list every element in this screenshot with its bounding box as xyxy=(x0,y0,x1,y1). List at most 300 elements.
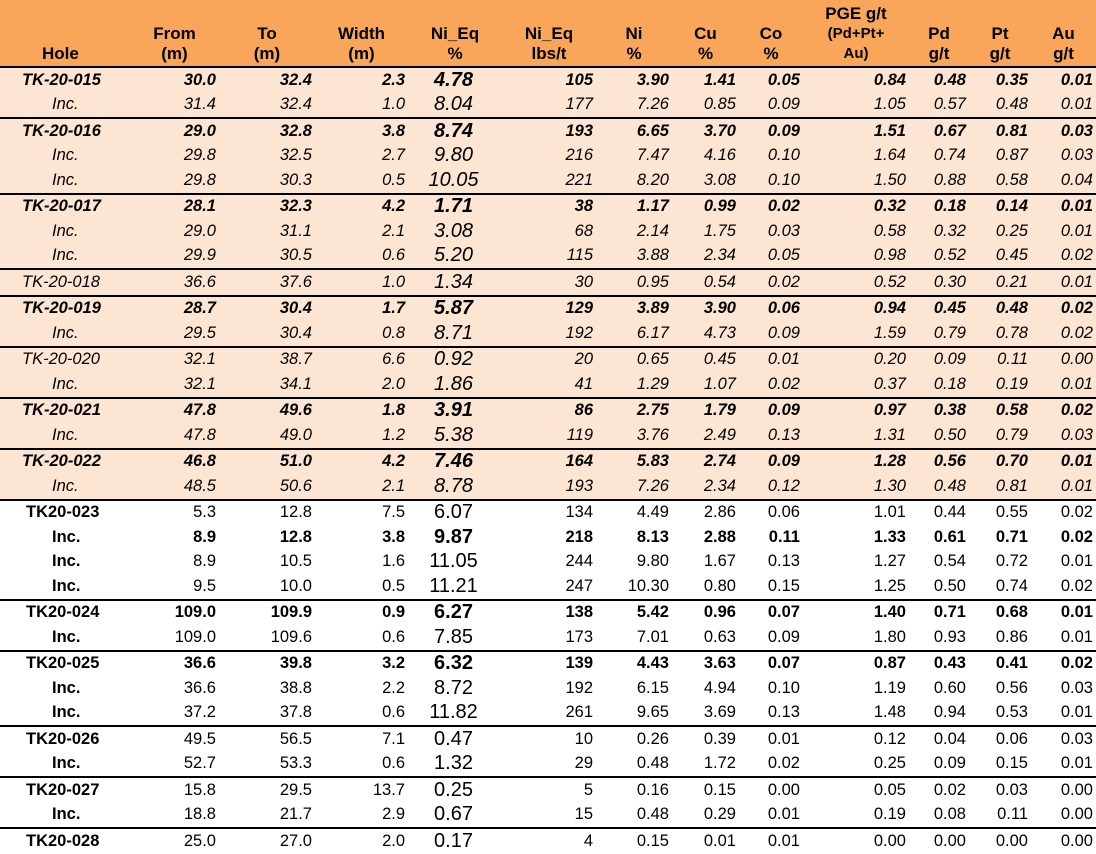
cell-ni-eq-pct: 7.85 xyxy=(408,625,502,651)
column-header-ni-eq-pct-line2: % xyxy=(447,44,463,63)
cell-au: 0.03 xyxy=(1031,676,1096,701)
cell-hole: TK-20-017 xyxy=(0,194,130,220)
cell-pd: 0.43 xyxy=(909,651,969,677)
cell-pt: 0.70 xyxy=(969,449,1031,475)
column-header-ni-eq-lbs-line2: lbs/t xyxy=(531,44,567,63)
cell-to: 30.3 xyxy=(219,168,315,194)
cell-pt: 0.68 xyxy=(969,600,1031,626)
column-header-pt-line2: g/t xyxy=(989,44,1011,63)
cell-cu: 0.01 xyxy=(672,828,739,854)
cell-hole: TK-20-015 xyxy=(0,67,130,93)
cell-from: 28.1 xyxy=(130,194,219,220)
cell-to: 39.8 xyxy=(219,651,315,677)
cell-pt: 0.00 xyxy=(969,828,1031,854)
cell-pge: 1.50 xyxy=(803,168,909,194)
cell-width: 2.9 xyxy=(315,803,408,829)
cell-to: 29.5 xyxy=(219,777,315,803)
table-row xyxy=(0,93,1096,119)
cell-pge: 0.20 xyxy=(803,347,909,373)
cell-pge: 1.48 xyxy=(803,701,909,727)
cell-ni: 0.48 xyxy=(596,752,672,778)
cell-to: 12.8 xyxy=(219,525,315,550)
cell-pt: 0.48 xyxy=(969,93,1031,119)
cell-pt: 0.41 xyxy=(969,651,1031,677)
column-header-from-line2: (m) xyxy=(161,44,188,63)
cell-ni-eq-lbs: 5 xyxy=(502,777,596,803)
column-header-au-line1: Au xyxy=(1052,24,1075,43)
cell-hole: TK20-028 xyxy=(0,828,130,854)
cell-co: 0.01 xyxy=(739,347,803,373)
cell-width: 4.2 xyxy=(315,194,408,220)
cell-width: 1.0 xyxy=(315,269,408,296)
cell-co: 0.13 xyxy=(739,701,803,727)
cell-au: 0.03 xyxy=(1031,118,1096,144)
cell-ni-eq-pct: 0.47 xyxy=(408,726,502,752)
cell-from: 46.8 xyxy=(130,449,219,475)
cell-ni: 6.65 xyxy=(596,118,672,144)
table-row xyxy=(0,777,1096,803)
table-row xyxy=(0,625,1096,651)
cell-pge: 1.80 xyxy=(803,625,909,651)
cell-from: 37.2 xyxy=(130,701,219,727)
cell-pt: 0.11 xyxy=(969,347,1031,373)
table-row xyxy=(0,600,1096,626)
table-row xyxy=(0,118,1096,144)
cell-pd: 0.45 xyxy=(909,296,969,322)
table-row xyxy=(0,372,1096,398)
cell-width: 13.7 xyxy=(315,777,408,803)
cell-au: 0.00 xyxy=(1031,828,1096,854)
cell-au: 0.02 xyxy=(1031,500,1096,526)
cell-cu: 3.08 xyxy=(672,168,739,194)
cell-au: 0.01 xyxy=(1031,194,1096,220)
cell-ni: 0.15 xyxy=(596,828,672,854)
cell-au: 0.01 xyxy=(1031,550,1096,575)
cell-au: 0.01 xyxy=(1031,93,1096,119)
cell-au: 0.03 xyxy=(1031,423,1096,449)
cell-hole: TK20-023 xyxy=(0,500,130,526)
cell-pge: 1.59 xyxy=(803,321,909,347)
cell-au: 0.02 xyxy=(1031,651,1096,677)
cell-cu: 4.73 xyxy=(672,321,739,347)
cell-pd: 0.93 xyxy=(909,625,969,651)
cell-pt: 0.58 xyxy=(969,398,1031,424)
cell-co: 0.12 xyxy=(739,474,803,500)
cell-to: 32.5 xyxy=(219,144,315,169)
cell-ni-eq-pct: 1.86 xyxy=(408,372,502,398)
cell-hole: Inc. xyxy=(0,525,130,550)
cell-au: 0.01 xyxy=(1031,269,1096,296)
cell-to: 31.1 xyxy=(219,219,315,244)
cell-from: 52.7 xyxy=(130,752,219,778)
cell-to: 10.0 xyxy=(219,574,315,600)
table-row xyxy=(0,347,1096,373)
cell-pge: 0.58 xyxy=(803,219,909,244)
cell-hole: Inc. xyxy=(0,219,130,244)
table-body xyxy=(0,67,1096,854)
cell-pd: 0.48 xyxy=(909,67,969,93)
cell-ni: 0.95 xyxy=(596,269,672,296)
cell-au: 0.00 xyxy=(1031,777,1096,803)
column-header-ni-eq-lbs-line1: Ni_Eq xyxy=(524,24,574,43)
table-row xyxy=(0,423,1096,449)
cell-pt: 0.81 xyxy=(969,118,1031,144)
cell-au: 0.01 xyxy=(1031,752,1096,778)
cell-cu: 1.67 xyxy=(672,550,739,575)
cell-from: 9.5 xyxy=(130,574,219,600)
cell-ni-eq-lbs: 41 xyxy=(502,372,596,398)
cell-pge: 0.19 xyxy=(803,803,909,829)
cell-width: 2.3 xyxy=(315,67,408,93)
cell-ni: 9.80 xyxy=(596,550,672,575)
cell-to: 32.8 xyxy=(219,118,315,144)
cell-cu: 3.63 xyxy=(672,651,739,677)
cell-pd: 0.02 xyxy=(909,777,969,803)
cell-from: 36.6 xyxy=(130,651,219,677)
cell-co: 0.05 xyxy=(739,67,803,93)
cell-from: 36.6 xyxy=(130,676,219,701)
column-header-to xyxy=(219,0,315,67)
cell-from: 109.0 xyxy=(130,600,219,626)
cell-pge: 1.05 xyxy=(803,93,909,119)
cell-ni-eq-lbs: 192 xyxy=(502,676,596,701)
cell-pge: 0.25 xyxy=(803,752,909,778)
cell-co: 0.10 xyxy=(739,168,803,194)
table-row xyxy=(0,550,1096,575)
cell-pge: 0.37 xyxy=(803,372,909,398)
cell-ni-eq-pct: 3.91 xyxy=(408,398,502,424)
column-header-pge-line3: Au) xyxy=(843,45,869,62)
cell-to: 38.7 xyxy=(219,347,315,373)
cell-pd: 0.00 xyxy=(909,828,969,854)
column-header-ni-line1: Ni xyxy=(625,24,643,43)
cell-width: 1.8 xyxy=(315,398,408,424)
cell-ni-eq-pct: 1.32 xyxy=(408,752,502,778)
cell-ni: 3.89 xyxy=(596,296,672,322)
cell-cu: 2.34 xyxy=(672,244,739,270)
cell-pt: 0.21 xyxy=(969,269,1031,296)
cell-to: 49.6 xyxy=(219,398,315,424)
cell-ni-eq-lbs: 30 xyxy=(502,269,596,296)
cell-pge: 0.87 xyxy=(803,651,909,677)
cell-cu: 2.88 xyxy=(672,525,739,550)
cell-to: 32.3 xyxy=(219,194,315,220)
column-header-hole-line2: Hole xyxy=(42,44,79,63)
cell-pt: 0.71 xyxy=(969,525,1031,550)
cell-pt: 0.55 xyxy=(969,500,1031,526)
cell-ni: 8.13 xyxy=(596,525,672,550)
table-row xyxy=(0,500,1096,526)
cell-to: 12.8 xyxy=(219,500,315,526)
cell-from: 48.5 xyxy=(130,474,219,500)
cell-pt: 0.74 xyxy=(969,574,1031,600)
cell-ni: 6.15 xyxy=(596,676,672,701)
cell-from: 8.9 xyxy=(130,525,219,550)
cell-ni-eq-pct: 8.72 xyxy=(408,676,502,701)
cell-hole: Inc. xyxy=(0,574,130,600)
cell-ni: 0.65 xyxy=(596,347,672,373)
column-header-au-line2: g/t xyxy=(1053,44,1074,63)
table-row xyxy=(0,321,1096,347)
table-row xyxy=(0,474,1096,500)
cell-ni-eq-pct: 9.87 xyxy=(408,525,502,550)
cell-from: 109.0 xyxy=(130,625,219,651)
cell-pd: 0.60 xyxy=(909,676,969,701)
cell-cu: 0.45 xyxy=(672,347,739,373)
column-header-from-line1: From xyxy=(153,24,196,43)
cell-width: 0.5 xyxy=(315,168,408,194)
cell-ni-eq-lbs: 68 xyxy=(502,219,596,244)
cell-to: 37.6 xyxy=(219,269,315,296)
cell-to: 34.1 xyxy=(219,372,315,398)
cell-ni-eq-pct: 7.46 xyxy=(408,449,502,475)
cell-hole: Inc. xyxy=(0,144,130,169)
cell-cu: 0.29 xyxy=(672,803,739,829)
cell-au: 0.02 xyxy=(1031,296,1096,322)
cell-co: 0.02 xyxy=(739,752,803,778)
table-row xyxy=(0,296,1096,322)
cell-ni-eq-lbs: 86 xyxy=(502,398,596,424)
cell-to: 50.6 xyxy=(219,474,315,500)
cell-hole: TK-20-020 xyxy=(0,347,130,373)
cell-pd: 0.56 xyxy=(909,449,969,475)
cell-to: 30.4 xyxy=(219,296,315,322)
column-header-pge xyxy=(803,0,909,67)
cell-ni: 0.26 xyxy=(596,726,672,752)
cell-pge: 0.98 xyxy=(803,244,909,270)
cell-to: 37.8 xyxy=(219,701,315,727)
cell-pge: 0.94 xyxy=(803,296,909,322)
cell-ni: 4.49 xyxy=(596,500,672,526)
cell-width: 0.6 xyxy=(315,752,408,778)
column-header-width-line1: Width xyxy=(337,24,386,43)
cell-hole: TK20-024 xyxy=(0,600,130,626)
cell-pge: 0.32 xyxy=(803,194,909,220)
cell-co: 0.03 xyxy=(739,219,803,244)
table-row xyxy=(0,449,1096,475)
cell-ni-eq-lbs: 247 xyxy=(502,574,596,600)
cell-ni-eq-lbs: 134 xyxy=(502,500,596,526)
cell-co: 0.07 xyxy=(739,600,803,626)
cell-au: 0.01 xyxy=(1031,219,1096,244)
cell-au: 0.02 xyxy=(1031,574,1096,600)
cell-ni-eq-pct: 1.71 xyxy=(408,194,502,220)
cell-cu: 1.75 xyxy=(672,219,739,244)
cell-au: 0.01 xyxy=(1031,474,1096,500)
cell-co: 0.09 xyxy=(739,449,803,475)
cell-au: 0.01 xyxy=(1031,625,1096,651)
cell-ni-eq-lbs: 115 xyxy=(502,244,596,270)
cell-cu: 3.70 xyxy=(672,118,739,144)
cell-pd: 0.79 xyxy=(909,321,969,347)
cell-pt: 0.45 xyxy=(969,244,1031,270)
cell-pge: 1.40 xyxy=(803,600,909,626)
cell-pt: 0.15 xyxy=(969,752,1031,778)
cell-width: 0.6 xyxy=(315,244,408,270)
cell-pd: 0.18 xyxy=(909,372,969,398)
cell-ni-eq-lbs: 244 xyxy=(502,550,596,575)
cell-ni-eq-lbs: 173 xyxy=(502,625,596,651)
cell-width: 3.8 xyxy=(315,525,408,550)
cell-ni-eq-lbs: 138 xyxy=(502,600,596,626)
cell-hole: TK-20-018 xyxy=(0,269,130,296)
cell-from: 29.0 xyxy=(130,118,219,144)
cell-pge: 0.52 xyxy=(803,269,909,296)
cell-width: 0.5 xyxy=(315,574,408,600)
cell-from: 32.1 xyxy=(130,372,219,398)
column-header-pge-line1: PGE g/t xyxy=(825,4,887,23)
cell-pt: 0.35 xyxy=(969,67,1031,93)
column-header-au xyxy=(1031,0,1096,67)
cell-ni-eq-lbs: 105 xyxy=(502,67,596,93)
table-row xyxy=(0,803,1096,829)
cell-ni-eq-pct: 3.08 xyxy=(408,219,502,244)
cell-to: 49.0 xyxy=(219,423,315,449)
cell-pge: 0.05 xyxy=(803,777,909,803)
table-row xyxy=(0,398,1096,424)
cell-pge: 1.25 xyxy=(803,574,909,600)
cell-to: 32.4 xyxy=(219,93,315,119)
table-row xyxy=(0,752,1096,778)
cell-ni-eq-lbs: 216 xyxy=(502,144,596,169)
cell-hole: TK-20-022 xyxy=(0,449,130,475)
cell-co: 0.09 xyxy=(739,321,803,347)
cell-from: 36.6 xyxy=(130,269,219,296)
cell-width: 2.0 xyxy=(315,828,408,854)
header-row xyxy=(0,0,1096,67)
column-header-hole-line1 xyxy=(42,24,128,44)
cell-ni-eq-pct: 1.34 xyxy=(408,269,502,296)
cell-ni-eq-pct: 5.20 xyxy=(408,244,502,270)
cell-ni-eq-lbs: 192 xyxy=(502,321,596,347)
cell-au: 0.02 xyxy=(1031,244,1096,270)
cell-ni-eq-pct: 10.05 xyxy=(408,168,502,194)
cell-pd: 0.04 xyxy=(909,726,969,752)
table-row xyxy=(0,244,1096,270)
cell-pt: 0.11 xyxy=(969,803,1031,829)
cell-au: 0.04 xyxy=(1031,168,1096,194)
cell-from: 29.5 xyxy=(130,321,219,347)
cell-pt: 0.53 xyxy=(969,701,1031,727)
cell-width: 1.2 xyxy=(315,423,408,449)
table-row xyxy=(0,726,1096,752)
cell-pd: 0.88 xyxy=(909,168,969,194)
column-header-pge-line2: (Pd+Pt+ xyxy=(827,25,885,42)
cell-pd: 0.18 xyxy=(909,194,969,220)
cell-ni-eq-lbs: 193 xyxy=(502,118,596,144)
cell-ni-eq-pct: 0.25 xyxy=(408,777,502,803)
cell-to: 51.0 xyxy=(219,449,315,475)
cell-co: 0.01 xyxy=(739,726,803,752)
cell-to: 32.4 xyxy=(219,67,315,93)
cell-pge: 0.12 xyxy=(803,726,909,752)
cell-to: 38.8 xyxy=(219,676,315,701)
cell-ni-eq-lbs: 15 xyxy=(502,803,596,829)
table-header xyxy=(0,0,1096,67)
cell-pge: 0.84 xyxy=(803,67,909,93)
cell-ni-eq-lbs: 218 xyxy=(502,525,596,550)
cell-width: 2.2 xyxy=(315,676,408,701)
cell-ni-eq-lbs: 20 xyxy=(502,347,596,373)
column-header-to-line2: (m) xyxy=(253,44,281,63)
cell-ni-eq-pct: 4.78 xyxy=(408,67,502,93)
cell-ni-eq-pct: 5.38 xyxy=(408,423,502,449)
cell-width: 0.6 xyxy=(315,625,408,651)
column-header-hole xyxy=(0,0,130,67)
cell-au: 0.01 xyxy=(1031,600,1096,626)
cell-from: 30.0 xyxy=(130,67,219,93)
cell-pge: 1.01 xyxy=(803,500,909,526)
cell-pd: 0.50 xyxy=(909,423,969,449)
cell-hole: TK20-025 xyxy=(0,651,130,677)
cell-hole: Inc. xyxy=(0,550,130,575)
table-row xyxy=(0,525,1096,550)
table-row xyxy=(0,701,1096,727)
cell-from: 15.8 xyxy=(130,777,219,803)
column-header-co xyxy=(739,0,803,67)
column-header-co-line1: Co xyxy=(759,24,783,43)
cell-ni: 1.17 xyxy=(596,194,672,220)
table-row xyxy=(0,168,1096,194)
cell-ni: 1.29 xyxy=(596,372,672,398)
cell-cu: 2.74 xyxy=(672,449,739,475)
cell-hole: TK20-026 xyxy=(0,726,130,752)
cell-ni-eq-lbs: 261 xyxy=(502,701,596,727)
column-header-to-line1: To xyxy=(257,24,277,43)
column-header-ni-eq-pct xyxy=(408,0,502,67)
cell-ni: 7.47 xyxy=(596,144,672,169)
cell-ni-eq-lbs: 119 xyxy=(502,423,596,449)
cell-from: 8.9 xyxy=(130,550,219,575)
cell-co: 0.00 xyxy=(739,777,803,803)
cell-cu: 4.94 xyxy=(672,676,739,701)
cell-pd: 0.50 xyxy=(909,574,969,600)
cell-co: 0.02 xyxy=(739,372,803,398)
cell-from: 25.0 xyxy=(130,828,219,854)
table-row xyxy=(0,269,1096,296)
column-header-ni xyxy=(596,0,672,67)
cell-ni-eq-lbs: 139 xyxy=(502,651,596,677)
cell-from: 29.0 xyxy=(130,219,219,244)
cell-cu: 0.15 xyxy=(672,777,739,803)
cell-pd: 0.94 xyxy=(909,701,969,727)
cell-pge: 0.00 xyxy=(803,828,909,854)
column-header-co-line2: % xyxy=(763,44,779,63)
cell-pd: 0.67 xyxy=(909,118,969,144)
cell-co: 0.09 xyxy=(739,93,803,119)
cell-ni: 6.17 xyxy=(596,321,672,347)
cell-to: 21.7 xyxy=(219,803,315,829)
cell-cu: 2.34 xyxy=(672,474,739,500)
cell-from: 29.9 xyxy=(130,244,219,270)
cell-ni: 7.01 xyxy=(596,625,672,651)
cell-ni: 9.65 xyxy=(596,701,672,727)
cell-cu: 0.39 xyxy=(672,726,739,752)
cell-co: 0.10 xyxy=(739,676,803,701)
cell-co: 0.01 xyxy=(739,803,803,829)
cell-co: 0.15 xyxy=(739,574,803,600)
cell-width: 1.0 xyxy=(315,93,408,119)
cell-pge: 1.64 xyxy=(803,144,909,169)
cell-from: 29.8 xyxy=(130,144,219,169)
cell-cu: 0.54 xyxy=(672,269,739,296)
cell-width: 3.8 xyxy=(315,118,408,144)
cell-from: 29.8 xyxy=(130,168,219,194)
cell-co: 0.02 xyxy=(739,194,803,220)
cell-ni: 8.20 xyxy=(596,168,672,194)
cell-hole: TK-20-016 xyxy=(0,118,130,144)
cell-cu: 1.79 xyxy=(672,398,739,424)
